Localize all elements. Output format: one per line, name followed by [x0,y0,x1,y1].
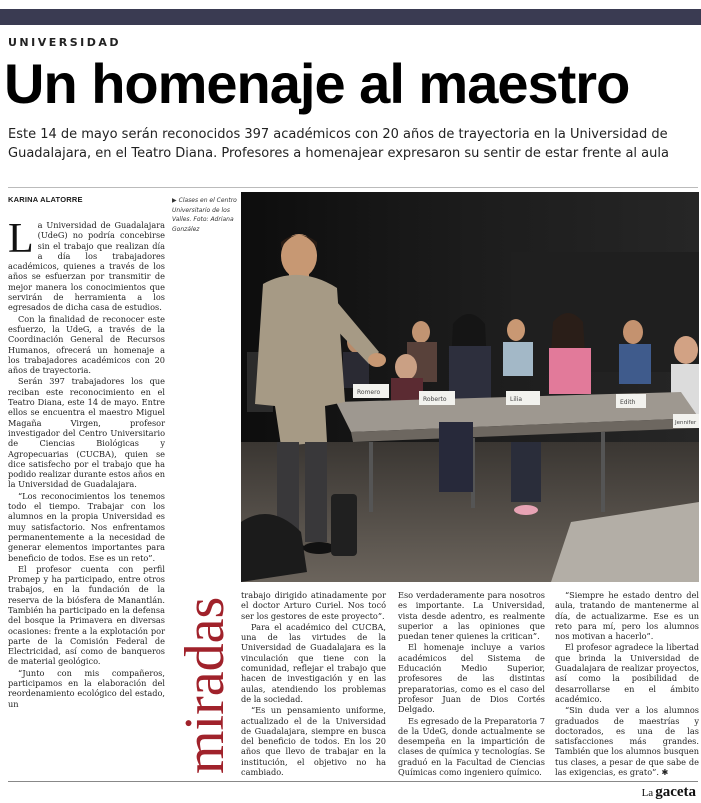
byline: KARINA ALATORRE [8,195,83,204]
logo-name: gaceta [655,784,696,800]
name-card-text: Lilia [510,396,523,403]
name-card-text: Jennifer [675,420,697,426]
paragraph: “Sin duda ver a los alumnos graduados de maestrías y doctorados, es una de las satisfacciones más grandes. También que los alumnos busquen tus clases, a pesar de que sabe de las exigencias, es grato”. [555,705,699,778]
paragraph: “Siempre he estado dentro del aula, tratando de mantenerme al día, de actualizarme. Ese es un reto para mí, pero los alumnos nos motivan a hacerlo”. [555,590,699,642]
name-card-text: Edith [620,399,636,406]
paragraph: El profesor agradece la libertad que brinda la Universidad de Guadalajara de realizar proyectos, así como la posibilidad de desarrollarse en el ámbito académico. [555,642,699,704]
paragraph: Serán 397 trabajadores los que reciban este reconocimiento en el Teatro Diana, este 14 de mayo. Entre ellos se encuentra el maestro Miguel Magaña Virgen, profesor investigador del Centro Universitario de Ciencias Biológicas y Agropecuarias (CUCBA), quien se dice satisfecho por el trabajo que ha podido realizar durante estos años en la Universidad de Guadalajara. [8,376,165,490]
article-column-1 [8,216,165,710]
paragraph: “Los reconocimientos los tenemos todo el tiempo. Trabajar con los alumnos en la propia Universidad es muy satisfactorio. Nos enfrentamos permanentemente a la necesidad de generar elementos importantes para beneficio de todos. Ese es un reto”. [8,490,165,563]
paragraph: Es egresado de la Preparatoria 7 de la UdeG, donde actualmente se desempeña en la impartición de clases de química y tecnologías. Se graduó en la Facultad de Ciencias Químicas como ingeniero químico. [398,715,545,778]
top-color-bar [0,9,701,25]
paragraph: “Es un pensamiento uniforme, actualizado el de la Universidad de Guadalajara, siempre en busca del beneficio de todos. En los 20 años que llevo de trabajar en la institución, el objetivo no ha cambiado. [241,705,386,778]
paragraph: a Universidad de Guadalajara (UdeG) no podría concebirse sin el trabajo que realizan día a día los trabajadores académicos, quienes a través de los años se esfuerzan por transmitir de mejor manera los conocimientos que servirán de herramienta a los egresados de dicha casa de estudios. [8,220,165,313]
divider [8,187,698,188]
deck-summary: Este 14 de mayo serán reconocidos 397 académicos con 20 años de trayectoria en la Universidad de Guadalajara, en el Teatro Diana. Profesores a homenajear expresaron su sentir de estar frente al aula [8,127,669,161]
top-margin [0,0,701,9]
paragraph: El homenaje incluye a varios académicos del Sistema de Educación Medio Superior, profesores de las distintas preparatorias, como es el caso del profesor Juan de Dios Cortés Delgado. [398,642,545,715]
logo-prefix: La [641,787,654,799]
paragraph: “Junto con mis compañeros, participamos en la elaboración del reordenamiento ecológico del estado, un [8,667,165,709]
classroom-photo [241,192,699,582]
section-label: UNIVERSIDAD [8,36,122,49]
photo-caption [172,196,238,234]
article-column-4 [555,590,699,778]
section-vertical-label [163,516,243,778]
paragraph: Para el académico del CUCBA, una de las virtudes de la Universidad de Guadalajara es la vinculación que tiene con la comunidad, reflejar el trabajo que hacen de investigación y en las aulas, atendiendo los problemas de la sociedad. [241,621,386,704]
article-column-3 [398,590,545,778]
footer-divider [8,781,698,782]
end-mark-icon: ✱ [661,767,669,778]
publication-logo [642,784,696,801]
dropcap: L [8,216,34,262]
paragraph: trabajo dirigido atinadamente por el doctor Arturo Curiel. Nos tocó ser los gestores de este proyecto”. [241,590,386,621]
paragraph: El profesor cuenta con perfil Promep y ha participado, entre otros trabajos, en la fundación de la reserva de la biósfera de Manantlán. También ha participado en la defensa del bosque la Primavera en diversas ocasiones: frente a la explotación por parte de la Comisión Federal de Electricidad, así como de banqueros de material geológico. [8,563,165,667]
photo-caption-text: Clases en el Centro Universitario de los Valles. Foto: Adriana González [172,197,237,233]
headline: Un homenaje al maestro [4,52,630,115]
paragraph: Eso verdaderamente para nosotros es importante. La Universidad, vista desde adentro, es realmente superior a las opiniones que puedan tener quienes la critican”. [398,590,545,642]
name-card-text: Romero [357,389,381,396]
paragraph: Con la finalidad de reconocer este esfuerzo, la UdeG, a través de la Coordinación General de Recursos Humanos, ofrecerá un homenaje a los trabajadores académicos con 20 años de trayectoria. [8,313,165,376]
vertical-label-text: miradas [174,596,236,774]
article-column-2 [241,590,386,778]
caption-arrow-icon: ▶ [172,197,177,204]
name-card-text: Roberto [423,396,447,403]
